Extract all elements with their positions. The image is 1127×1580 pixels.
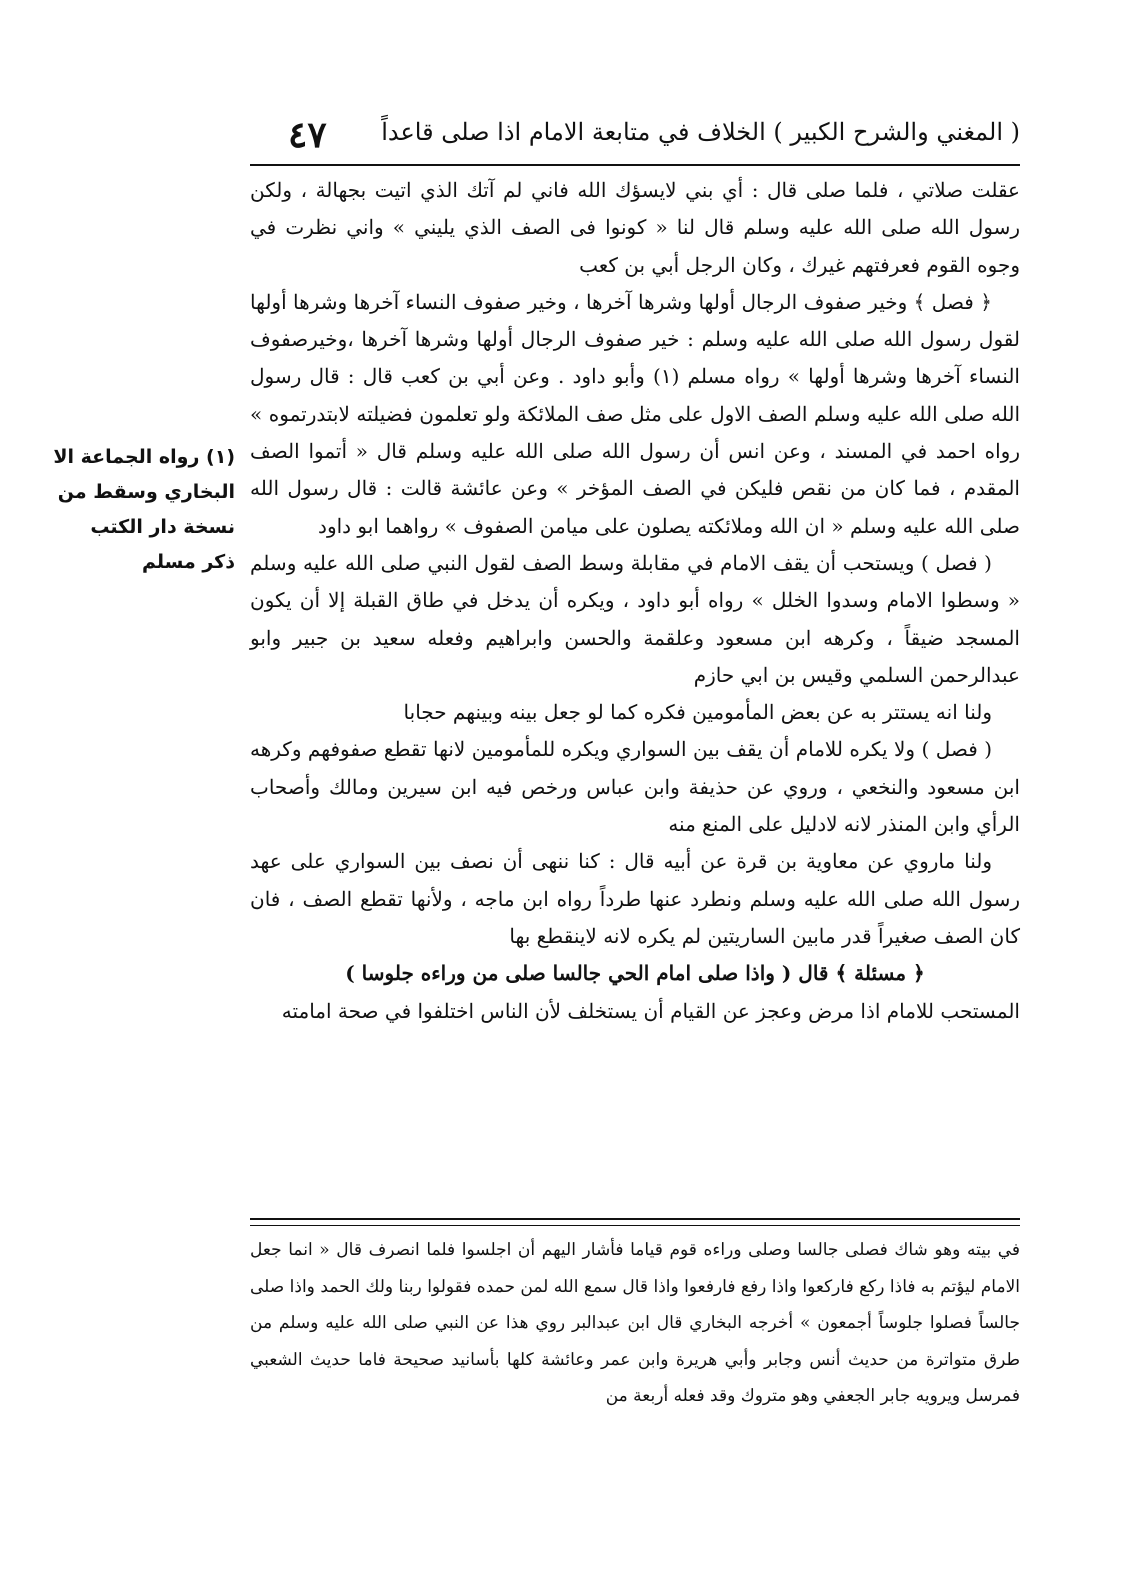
page-header	[250, 114, 1020, 166]
running-title: ( المغني والشرح الكبير ) الخلاف في متابعة الامام اذا صلى قاعداً	[381, 118, 1020, 146]
margin-note-line: البخاري وسقط من	[57, 481, 235, 503]
footnote-section	[250, 1232, 1020, 1415]
page-number: ٤٧	[288, 114, 327, 156]
paragraph-argument: ولنا انه يستتر به عن بعض المأمومين فكره كما لو جعل بينه وبينهم حجابا	[403, 700, 992, 725]
paragraph-sick-imam: المستحب للامام اذا مرض وعجز عن القيام أن يستخلف لأن الناس اختلفوا في صحة امامته	[281, 998, 1020, 1023]
paragraph-imam-position: ( فصل ) ويستحب أن يقف الامام في مقابلة وسط الصف لقول النبي صلى الله عليه وسلم « وسطوا الامام وسدوا الخلل » رواه أبو داود ، ويكره أن يدخل في طاق القبلة إلا أن يكون المسجد ضيقاً ، وكرهه ابن مسعود وعلقمة والحسن وابراهيم وفعله سعيد بن جبير وابو عبدالرحمن السلمي وقيس بن ابي حازم	[250, 550, 1020, 687]
margin-note-line: (١) رواه الجماعة الا	[53, 446, 235, 468]
paragraph-hadith-pillars: ولنا ماروي عن معاوية بن قرة عن أبيه قال : كنا ننهى أن نصف بين السواري على عهد رسول الله صلى الله عليه وسلم ونطرد عنها طرداً رواه ابن ماجه ، ولأنها تقطع الصف ، فان كان الصف صغيراً قدر مابين الساريتين لم يكره لانه لاينقطع بها	[250, 849, 1020, 948]
paragraph-rows-merit: ﴿ فصل ﴾ وخير صفوف الرجال أولها وشرها آخرها ، وخير صفوف النساء آخرها وشرها أولها لقول رسول الله صلى الله عليه وسلم : خير صفوف الرجال أولها وشرها آخرها ،وخيرصفوف النساء آخرها وشرها أولها » رواه مسلم (١) وأبو داود . وعن أبي بن كعب قال : قال رسول الله صلى الله عليه وسلم الصف الاول على مثل صف الملائكة ولو تعلمون فضيلته لابتدرتموه » رواه احمد في المسند ، وعن انس أن رسول الله صلى الله عليه وسلم قال « أتموا الصف المقدم ، فما كان من نقص فليكن في الصف المؤخر » وعن عائشة قالت : قال رسول الله صلى الله عليه وسلم « ان الله وملائكته يصلون على ميامن الصفوف » رواهما ابو داود	[250, 289, 1020, 538]
footnote-divider	[250, 1218, 1020, 1226]
masala-heading: ﴿ مسئلة ﴾ قال ( واذا صلى امام الحي جالسا صلى من وراءه جلوسا )	[345, 961, 925, 986]
margin-note-line: ذكر مسلم	[142, 551, 235, 573]
margin-note	[45, 440, 235, 580]
header-divider	[250, 164, 1020, 166]
main-text	[250, 172, 1020, 1030]
paragraph-pillars: ( فصل ) ولا يكره للامام أن يقف بين السواري ويكره للمأمومين لانها تقطع صفوفهم وكرهه ابن مسعود والنخعي ، وروي عن حذيفة وابن عباس ورخص فيه ابن سيرين ومالك وأصحاب الرأي وابن المنذر لانه لادليل على المنع منه	[250, 737, 1020, 837]
margin-note-line: نسخة دار الكتب	[90, 516, 235, 538]
paragraph-continuation: عقلت صلاتي ، فلما صلى قال : أي بني لايسؤك الله فاني لم آتك الذي اتيت بجهالة ، ولكن رسول الله صلى الله عليه وسلم قال لنا « كونوا فى الصف الذي يليني » واني نظرت في وجوه القوم فعرفتهم غيرك ، وكان الرجل أبي بن كعب	[250, 178, 1020, 277]
footnote-text: في بيته وهو شاك فصلى جالسا وصلى وراءه قوم قياما فأشار اليهم أن اجلسوا فلما انصرف قال « انما جعل الامام ليؤتم به فاذا ركع فاركعوا واذا رفع فارفعوا واذا قال سمع الله لمن حمده فقولوا ربنا ولك الحمد واذا صلى جالساً فصلوا جلوساً أجمعون » أخرجه البخاري قال ابن عبدالبر روي هذا عن النبي صلى الله عليه وسلم من طرق متواترة من حديث أنس وجابر وأبي هريرة وابن عمر وعائشة كلها بأسانيد صحيحة فاما حديث الشعبي فمرسل ويرويه جابر الجعفي وهو متروك وقد فعله أربعة من	[250, 1240, 1020, 1406]
